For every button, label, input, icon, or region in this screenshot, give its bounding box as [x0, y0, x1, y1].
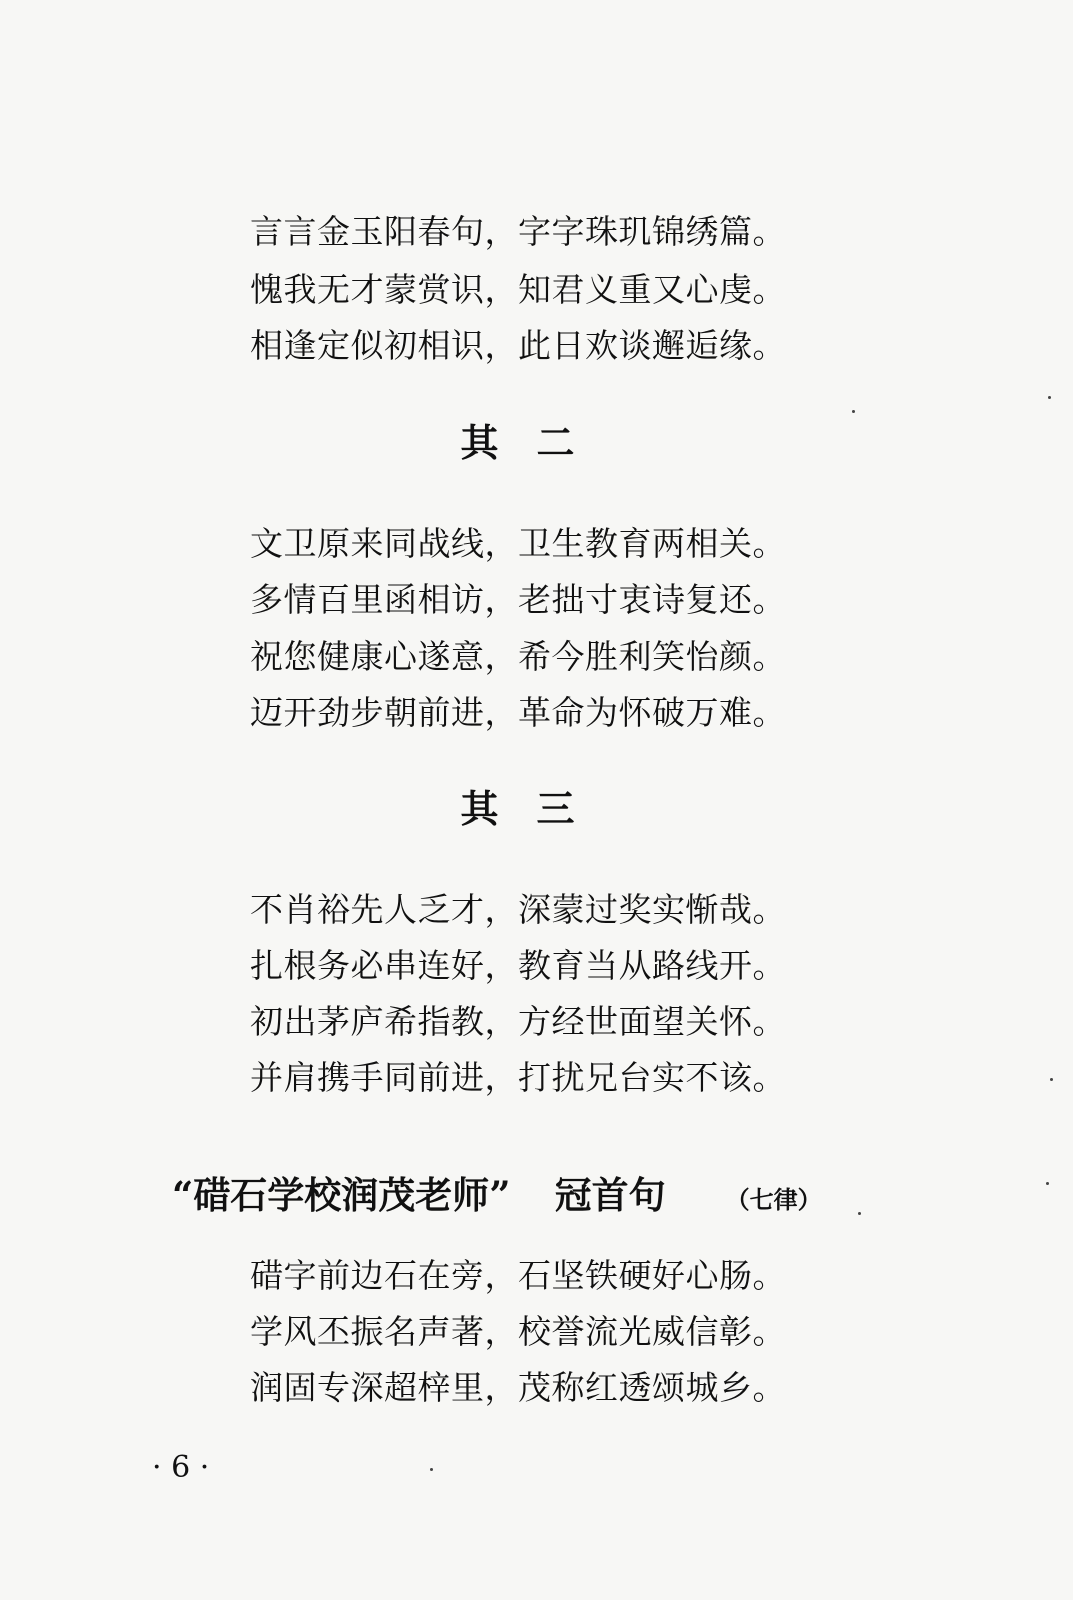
poem-three-line-2: 扎根务必串连好，教育当从路线开。 — [250, 946, 786, 985]
page-number: · 6 · — [152, 1450, 210, 1485]
poem-three-line-4: 并肩携手同前进，打扰兄台实不该。 — [250, 1058, 786, 1097]
poem-one-line-1: 言言金玉阳春句，字字珠玑锦绣篇。 — [250, 212, 786, 251]
poem-two-line-3: 祝您健康心遂意，希今胜利笑怡颜。 — [250, 637, 786, 676]
scan-speck — [1050, 1078, 1053, 1081]
poem-one-line-3: 相逢定似初相识，此日欢谈邂逅缘。 — [250, 326, 786, 365]
poem-two-line-2: 多情百里函相访，老拙寸衷诗复还。 — [250, 580, 786, 619]
poem-two-line-1: 文卫原来同战线，卫生教育两相关。 — [250, 524, 786, 563]
scan-speck — [1048, 396, 1051, 399]
section-heading-three: 其 三 — [460, 786, 575, 831]
poem-four-line-1: 碏字前边石在旁，石坚铁硬好心肠。 — [250, 1256, 786, 1295]
poem-three-line-1: 不肖裕先人乏才，深蒙过奖实惭哉。 — [250, 890, 786, 929]
scan-speck — [852, 410, 855, 413]
poem-four-line-2: 学风丕振名声著，校誉流光威信彰。 — [250, 1312, 786, 1351]
poem-four-title-main: “碏石学校润茂老师” — [172, 1173, 511, 1217]
section-heading-two: 其 二 — [460, 420, 575, 465]
poem-two-line-4: 迈开劲步朝前进，革命为怀破万难。 — [250, 693, 786, 732]
poem-one-line-2: 愧我无才蒙赏识，知君义重又心虔。 — [250, 270, 786, 309]
scan-speck — [430, 1468, 433, 1471]
poem-three-line-3: 初出茅庐希指教，方经世面望关怀。 — [250, 1002, 786, 1041]
poem-four-line-3: 润固专深超梓里，茂称红透颂城乡。 — [250, 1368, 786, 1407]
poem-four-title-suffix: 冠首句 — [554, 1173, 666, 1217]
poem-four-title — [172, 1172, 822, 1223]
scan-speck — [858, 1212, 861, 1215]
scan-speck — [1046, 1182, 1049, 1185]
poem-form-label: （七律） — [725, 1185, 822, 1214]
